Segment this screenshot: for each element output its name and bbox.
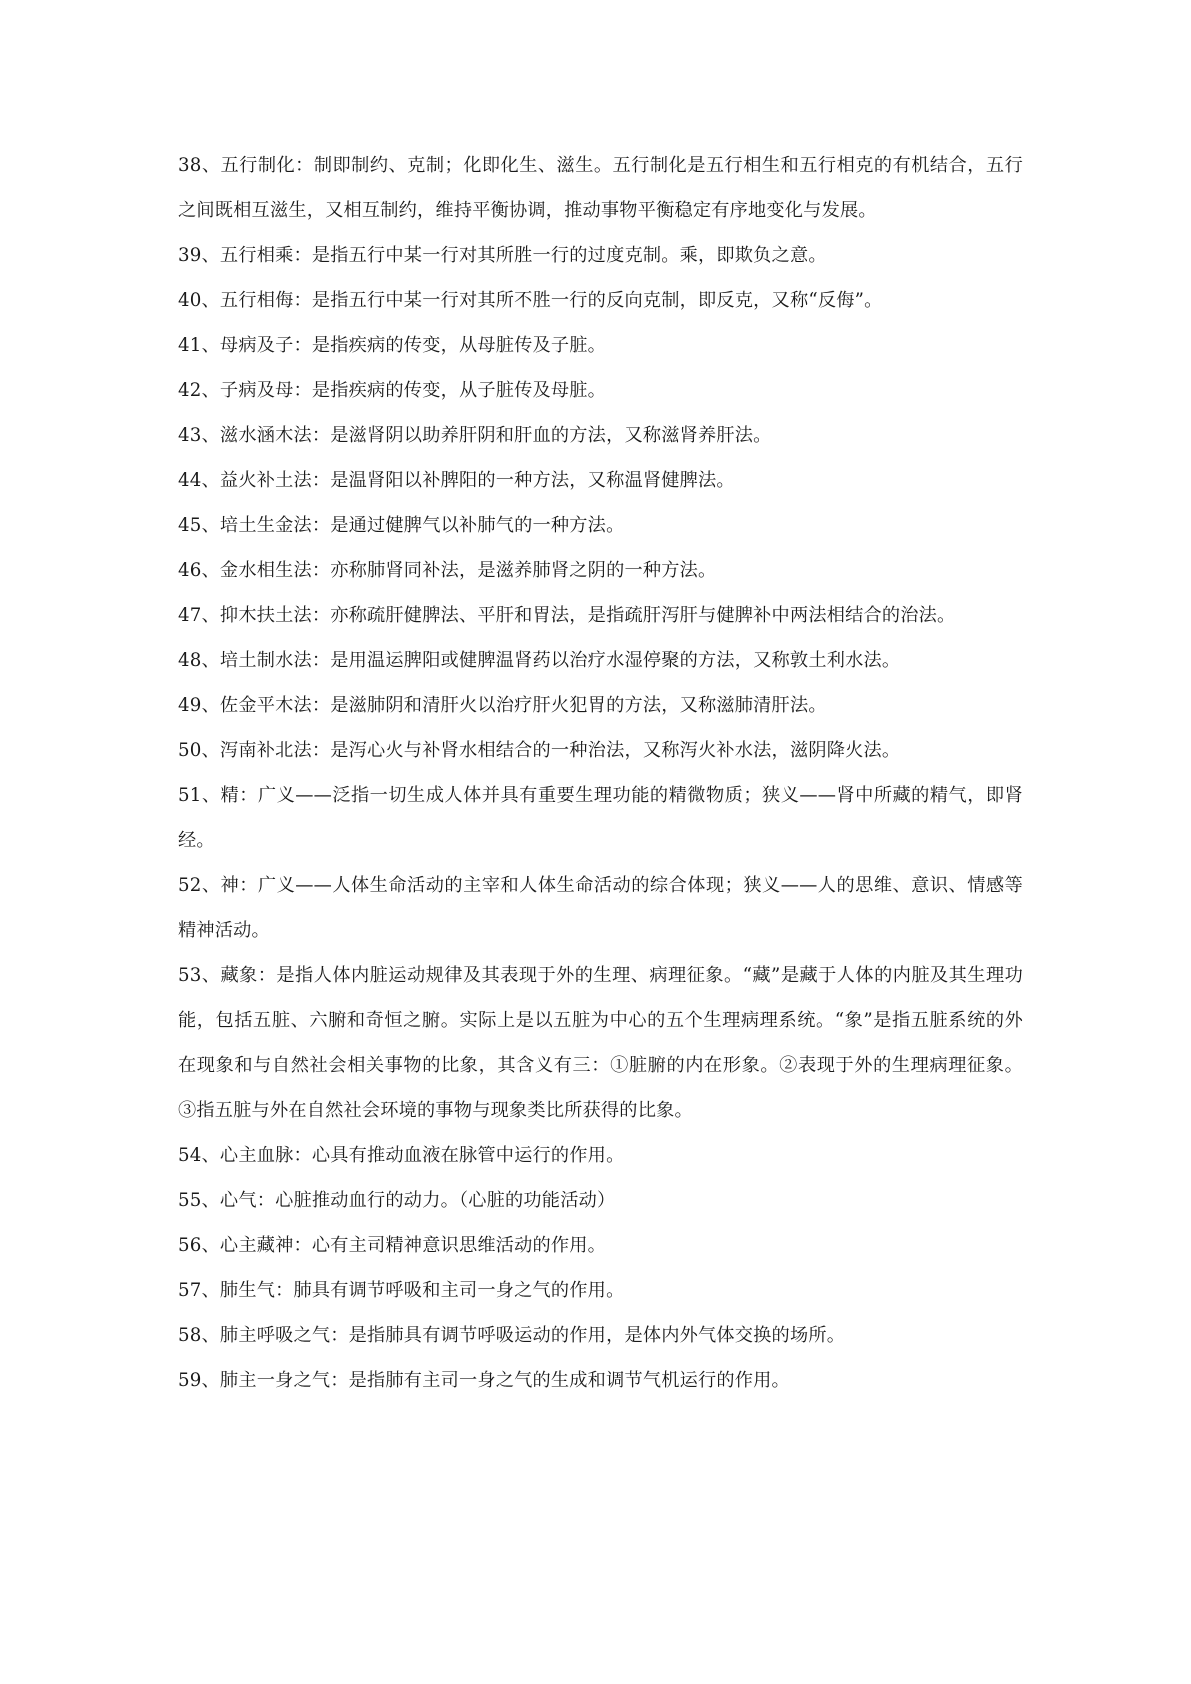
entry-45: 45、培土生金法：是通过健脾气以补肺气的一种方法。 (178, 515, 625, 536)
entry-51: 51、精：广义——泛指一切生成人体并具有重要生理功能的精微物质；狭义——肾中所藏的精气，即肾经。 (178, 785, 1023, 851)
entry-48: 48、培土制水法：是用温运脾阳或健脾温肾药以治疗水湿停聚的方法，又称敦土利水法。 (178, 650, 901, 671)
document-body (178, 143, 1023, 1403)
entry-50: 50、泻南补北法：是泻心火与补肾水相结合的一种治法，又称泻火补水法，滋阴降火法。 (178, 740, 901, 761)
entry-38: 38、五行制化：制即制约、克制；化即化生、滋生。五行制化是五行相生和五行相克的有机结合，五行之间既相互滋生，又相互制约，维持平衡协调，推动事物平衡稳定有序地变化与发展。 (178, 155, 1023, 221)
entry-49: 49、佐金平木法：是滋肺阴和清肝火以治疗肝火犯胃的方法，又称滋肺清肝法。 (178, 695, 827, 716)
entry-56: 56、心主藏神：心有主司精神意识思维活动的作用。 (178, 1235, 607, 1256)
entry-40: 40、五行相侮：是指五行中某一行对其所不胜一行的反向克制，即反克，又称“反侮”。 (178, 290, 883, 311)
entry-59: 59、肺主一身之气：是指肺有主司一身之气的生成和调节气机运行的作用。 (178, 1370, 790, 1391)
entry-57: 57、肺生气：肺具有调节呼吸和主司一身之气的作用。 (178, 1280, 625, 1301)
entry-44: 44、益火补土法：是温肾阳以补脾阳的一种方法，又称温肾健脾法。 (178, 470, 735, 491)
entry-46: 46、金水相生法：亦称肺肾同补法，是滋养肺肾之阴的一种方法。 (178, 560, 717, 581)
entry-47: 47、抑木扶土法：亦称疏肝健脾法、平肝和胃法，是指疏肝泻肝与健脾补中两法相结合的治法。 (178, 605, 956, 626)
entry-41: 41、母病及子：是指疾病的传变，从母脏传及子脏。 (178, 335, 607, 356)
entry-52: 52、神：广义——人体生命活动的主宰和人体生命活动的综合体现；狭义——人的思维、意识、情感等精神活动。 (178, 875, 1023, 941)
entry-39: 39、五行相乘：是指五行中某一行对其所胜一行的过度克制。乘，即欺负之意。 (178, 245, 827, 266)
entry-54: 54、心主血脉：心具有推动血液在脉管中运行的作用。 (178, 1145, 625, 1166)
entry-42: 42、子病及母：是指疾病的传变，从子脏传及母脏。 (178, 380, 607, 401)
entry-55: 55、心气：心脏推动血行的动力。（心脏的功能活动） (178, 1190, 616, 1211)
entry-53: 53、藏象：是指人体内脏运动规律及其表现于外的生理、病理征象。“藏”是藏于人体的内脏及其生理功能，包括五脏、六腑和奇恒之腑。实际上是以五脏为中心的五个生理病理系统。“象”是指五脏系统的外在现象和与自然社会相关事物的比象，其含义有三：①脏腑的内在形象。②表现于外的生理病理征象。③指五脏与外在自然社会环境的事物与现象类比所获得的比象。 (178, 965, 1023, 1121)
entry-43: 43、滋水涵木法：是滋肾阴以助养肝阴和肝血的方法，又称滋肾养肝法。 (178, 425, 772, 446)
entry-58: 58、肺主呼吸之气：是指肺具有调节呼吸运动的作用，是体内外气体交换的场所。 (178, 1325, 846, 1346)
